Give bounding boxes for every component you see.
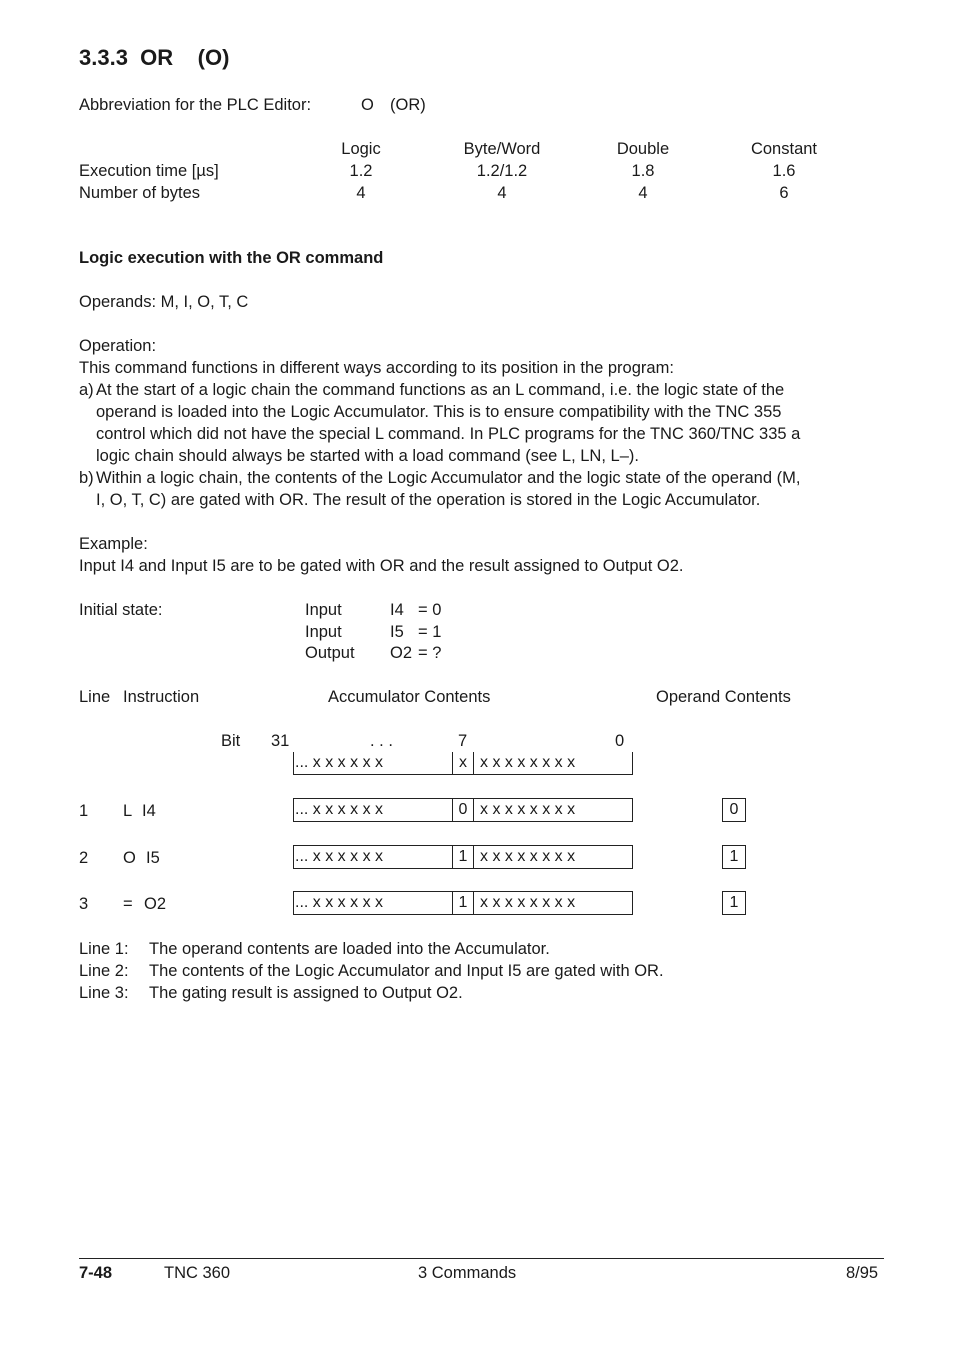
state-kind: Output	[305, 644, 355, 662]
register-bit7: x	[452, 752, 474, 774]
register-high-bits: ... x x x x x x	[295, 801, 384, 818]
col-header: Double	[616, 140, 670, 158]
line-note-label: Line 1:	[79, 940, 129, 958]
diagram-header-instruction: Instruction	[123, 688, 200, 706]
item-b-line: Within a logic chain, the contents of the Logic Accumulator and the logic state of the operand (M,	[96, 469, 801, 487]
bit-31: 31	[271, 732, 290, 750]
row-line-number: 3	[79, 895, 89, 913]
table-cell: 1.2	[349, 162, 373, 180]
register-low-bits: x x x x x x x x	[480, 754, 576, 771]
diagram-header-line: Line	[79, 688, 111, 706]
diagram-header-accumulator: Accumulator Contents	[328, 688, 491, 706]
heading-abbr: (O)	[197, 45, 230, 70]
register-bit7: 1	[452, 892, 474, 914]
initial-state-label: Initial state:	[79, 601, 163, 619]
register-low-bits: x x x x x x x x	[480, 801, 576, 818]
table-cell: 1.6	[772, 162, 796, 180]
row-line-number: 1	[79, 802, 89, 820]
register-low-bits: x x x x x x x x	[480, 848, 576, 865]
heading-number: 3.3.3	[79, 45, 128, 70]
row-instruction: L	[123, 802, 133, 820]
footer-date: 8/95	[846, 1264, 879, 1282]
heading-name: OR	[140, 45, 174, 70]
table-cell: 1.8	[631, 162, 655, 180]
bit-dots: . . .	[370, 732, 393, 750]
operation-label: Operation:	[79, 337, 157, 355]
state-value: = ?	[418, 644, 442, 662]
register-high-bits: ... x x x x x x	[295, 754, 384, 771]
register-high-bits: ... x x x x x x	[295, 894, 384, 911]
line-note-text: The contents of the Logic Accumulator and Input I5 are gated with OR.	[149, 962, 664, 980]
state-operand: I5	[390, 623, 404, 641]
accumulator-register	[293, 798, 633, 822]
line-note-label: Line 2:	[79, 962, 129, 980]
register-high-bits: ... x x x x x x	[295, 848, 384, 865]
abbrev-note: (OR)	[390, 96, 426, 114]
register-low-bits: x x x x x x x x	[480, 894, 576, 911]
register-bit7: 0	[452, 799, 474, 821]
item-a-line: At the start of a logic chain the command functions as an L command, i.e. the logic state of the	[96, 381, 785, 399]
operand-box: 0	[722, 798, 746, 822]
section-heading: Logic execution with the OR command	[79, 249, 384, 267]
footer-page-number: 7-48	[79, 1264, 113, 1282]
operand-box: 1	[722, 845, 746, 869]
abbrev-value: O	[361, 96, 374, 114]
accumulator-register	[293, 891, 633, 915]
row-label: Execution time [µs]	[79, 162, 219, 180]
diagram-header-operand: Operand Contents	[656, 688, 791, 706]
table-cell: 4	[638, 184, 648, 202]
item-a-line: control which did not have the special L command. In PLC programs for the TNC 360/TNC 335 a	[96, 425, 801, 443]
page-title	[79, 45, 229, 71]
footer-rule	[79, 1258, 884, 1259]
abbrev-label: Abbreviation for the PLC Editor:	[79, 96, 312, 114]
register-bit7: 1	[452, 846, 474, 868]
row-operand: O2	[144, 895, 167, 913]
state-value: = 0	[418, 601, 442, 619]
row-operand: I5	[146, 849, 160, 867]
item-marker-b: b)	[79, 469, 94, 487]
row-label: Number of bytes	[79, 184, 201, 202]
item-a-line: logic chain should always be started with a load command (see L, LN, L–).	[96, 447, 639, 465]
bit-0: 0	[615, 732, 625, 750]
row-operand: I4	[142, 802, 156, 820]
row-instruction: O	[123, 849, 136, 867]
table-cell: 1.2/1.2	[476, 162, 528, 180]
accumulator-register	[293, 845, 633, 869]
line-note-label: Line 3:	[79, 984, 129, 1002]
row-line-number: 2	[79, 849, 89, 867]
line-note-text: The gating result is assigned to Output O2.	[149, 984, 463, 1002]
state-kind: Input	[305, 601, 342, 619]
table-cell: 4	[497, 184, 507, 202]
bit-label: Bit	[221, 732, 241, 750]
item-marker-a: a)	[79, 381, 94, 399]
col-header: Byte/Word	[463, 140, 541, 158]
state-value: = 1	[418, 623, 442, 641]
footer-chapter: 3 Commands	[418, 1264, 517, 1282]
table-cell: 4	[356, 184, 366, 202]
col-header: Logic	[341, 140, 381, 158]
item-b-line: I, O, T, C) are gated with OR. The result of the operation is stored in the Logic Accumulator.	[96, 491, 761, 509]
bit-7: 7	[458, 732, 468, 750]
state-operand: I4	[390, 601, 404, 619]
example-text: Input I4 and Input I5 are to be gated with OR and the result assigned to Output O2.	[79, 557, 684, 575]
row-instruction: =	[123, 895, 133, 913]
example-label: Example:	[79, 535, 148, 553]
line-note-text: The operand contents are loaded into the Accumulator.	[149, 940, 550, 958]
state-operand: O2	[390, 644, 413, 662]
col-header: Constant	[750, 140, 818, 158]
state-kind: Input	[305, 623, 342, 641]
footer-product: TNC 360	[164, 1264, 231, 1282]
accumulator-register-header	[293, 752, 633, 775]
operand-box: 1	[722, 891, 746, 915]
operation-intro: This command functions in different ways according to its position in the program:	[79, 359, 674, 377]
item-a-line: operand is loaded into the Logic Accumulator. This is to ensure compatibility with the TNC 355	[96, 403, 782, 421]
table-cell: 6	[779, 184, 789, 202]
operands-text: Operands: M, I, O, T, C	[79, 293, 249, 311]
